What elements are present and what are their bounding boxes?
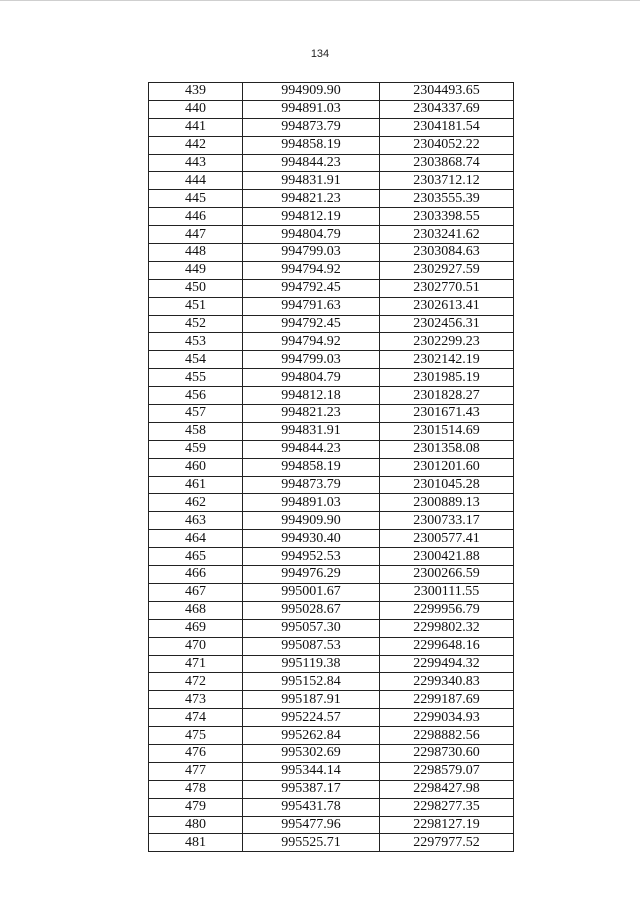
point-id-cell: 454 bbox=[149, 351, 243, 369]
table-row bbox=[149, 566, 514, 584]
x-coordinate-cell: 994821.23 bbox=[243, 190, 380, 208]
y-coordinate-cell: 2304493.65 bbox=[380, 83, 514, 101]
x-coordinate-cell: 995224.57 bbox=[243, 709, 380, 727]
y-coordinate-cell: 2301358.08 bbox=[380, 440, 514, 458]
x-coordinate-cell: 995344.14 bbox=[243, 762, 380, 780]
x-coordinate-cell: 995525.71 bbox=[243, 834, 380, 852]
x-coordinate-cell: 994794.92 bbox=[243, 261, 380, 279]
y-coordinate-cell: 2297977.52 bbox=[380, 834, 514, 852]
y-coordinate-cell: 2301828.27 bbox=[380, 387, 514, 405]
x-coordinate-cell: 994812.19 bbox=[243, 208, 380, 226]
y-coordinate-cell: 2303084.63 bbox=[380, 244, 514, 262]
table-row bbox=[149, 798, 514, 816]
y-coordinate-cell: 2302613.41 bbox=[380, 297, 514, 315]
point-id-cell: 471 bbox=[149, 655, 243, 673]
point-id-cell: 479 bbox=[149, 798, 243, 816]
point-id-cell: 473 bbox=[149, 691, 243, 709]
y-coordinate-cell: 2300421.88 bbox=[380, 548, 514, 566]
point-id-cell: 463 bbox=[149, 512, 243, 530]
y-coordinate-cell: 2301671.43 bbox=[380, 405, 514, 423]
table-row bbox=[149, 351, 514, 369]
point-id-cell: 459 bbox=[149, 440, 243, 458]
y-coordinate-cell: 2298882.56 bbox=[380, 727, 514, 745]
coordinates-table-body bbox=[149, 83, 514, 852]
x-coordinate-cell: 994799.03 bbox=[243, 244, 380, 262]
table-row bbox=[149, 583, 514, 601]
x-coordinate-cell: 994804.79 bbox=[243, 369, 380, 387]
table-row bbox=[149, 727, 514, 745]
table-row bbox=[149, 190, 514, 208]
point-id-cell: 441 bbox=[149, 118, 243, 136]
point-id-cell: 450 bbox=[149, 279, 243, 297]
y-coordinate-cell: 2302927.59 bbox=[380, 261, 514, 279]
point-id-cell: 440 bbox=[149, 100, 243, 118]
table-row bbox=[149, 709, 514, 727]
y-coordinate-cell: 2300577.41 bbox=[380, 530, 514, 548]
table-row bbox=[149, 744, 514, 762]
table-row bbox=[149, 494, 514, 512]
point-id-cell: 476 bbox=[149, 744, 243, 762]
y-coordinate-cell: 2299340.83 bbox=[380, 673, 514, 691]
y-coordinate-cell: 2302299.23 bbox=[380, 333, 514, 351]
table-row bbox=[149, 655, 514, 673]
y-coordinate-cell: 2304181.54 bbox=[380, 118, 514, 136]
x-coordinate-cell: 994821.23 bbox=[243, 405, 380, 423]
x-coordinate-cell: 994804.79 bbox=[243, 226, 380, 244]
y-coordinate-cell: 2302456.31 bbox=[380, 315, 514, 333]
table-row bbox=[149, 673, 514, 691]
y-coordinate-cell: 2299956.79 bbox=[380, 601, 514, 619]
y-coordinate-cell: 2300733.17 bbox=[380, 512, 514, 530]
y-coordinate-cell: 2303712.12 bbox=[380, 172, 514, 190]
y-coordinate-cell: 2300266.59 bbox=[380, 566, 514, 584]
x-coordinate-cell: 994831.91 bbox=[243, 422, 380, 440]
table-row bbox=[149, 691, 514, 709]
point-id-cell: 458 bbox=[149, 422, 243, 440]
point-id-cell: 439 bbox=[149, 83, 243, 101]
table-row bbox=[149, 226, 514, 244]
point-id-cell: 446 bbox=[149, 208, 243, 226]
x-coordinate-cell: 994794.92 bbox=[243, 333, 380, 351]
x-coordinate-cell: 994844.23 bbox=[243, 440, 380, 458]
table-row bbox=[149, 100, 514, 118]
x-coordinate-cell: 994976.29 bbox=[243, 566, 380, 584]
table-row bbox=[149, 83, 514, 101]
point-id-cell: 456 bbox=[149, 387, 243, 405]
table-row bbox=[149, 530, 514, 548]
table-row bbox=[149, 405, 514, 423]
point-id-cell: 449 bbox=[149, 261, 243, 279]
x-coordinate-cell: 994799.03 bbox=[243, 351, 380, 369]
point-id-cell: 445 bbox=[149, 190, 243, 208]
y-coordinate-cell: 2303398.55 bbox=[380, 208, 514, 226]
x-coordinate-cell: 994930.40 bbox=[243, 530, 380, 548]
x-coordinate-cell: 994858.19 bbox=[243, 458, 380, 476]
page-number: 134 bbox=[310, 48, 330, 60]
x-coordinate-cell: 994891.03 bbox=[243, 100, 380, 118]
x-coordinate-cell: 994844.23 bbox=[243, 154, 380, 172]
x-coordinate-cell: 994792.45 bbox=[243, 315, 380, 333]
y-coordinate-cell: 2300111.55 bbox=[380, 583, 514, 601]
y-coordinate-cell: 2302770.51 bbox=[380, 279, 514, 297]
point-id-cell: 466 bbox=[149, 566, 243, 584]
x-coordinate-cell: 995087.53 bbox=[243, 637, 380, 655]
point-id-cell: 457 bbox=[149, 405, 243, 423]
table-row bbox=[149, 261, 514, 279]
y-coordinate-cell: 2298579.07 bbox=[380, 762, 514, 780]
y-coordinate-cell: 2302142.19 bbox=[380, 351, 514, 369]
x-coordinate-cell: 994909.90 bbox=[243, 512, 380, 530]
point-id-cell: 452 bbox=[149, 315, 243, 333]
x-coordinate-cell: 995262.84 bbox=[243, 727, 380, 745]
point-id-cell: 464 bbox=[149, 530, 243, 548]
table-row bbox=[149, 333, 514, 351]
point-id-cell: 481 bbox=[149, 834, 243, 852]
point-id-cell: 468 bbox=[149, 601, 243, 619]
y-coordinate-cell: 2298730.60 bbox=[380, 744, 514, 762]
table-row bbox=[149, 816, 514, 834]
point-id-cell: 478 bbox=[149, 780, 243, 798]
y-coordinate-cell: 2301514.69 bbox=[380, 422, 514, 440]
table-row bbox=[149, 387, 514, 405]
y-coordinate-cell: 2301045.28 bbox=[380, 476, 514, 494]
y-coordinate-cell: 2303868.74 bbox=[380, 154, 514, 172]
table-row bbox=[149, 118, 514, 136]
point-id-cell: 462 bbox=[149, 494, 243, 512]
table-row bbox=[149, 512, 514, 530]
table-row bbox=[149, 369, 514, 387]
point-id-cell: 460 bbox=[149, 458, 243, 476]
x-coordinate-cell: 994873.79 bbox=[243, 118, 380, 136]
x-coordinate-cell: 995028.67 bbox=[243, 601, 380, 619]
coordinates-table bbox=[148, 82, 514, 852]
table-row bbox=[149, 244, 514, 262]
table-row bbox=[149, 762, 514, 780]
y-coordinate-cell: 2299187.69 bbox=[380, 691, 514, 709]
point-id-cell: 475 bbox=[149, 727, 243, 745]
x-coordinate-cell: 994831.91 bbox=[243, 172, 380, 190]
table-row bbox=[149, 279, 514, 297]
y-coordinate-cell: 2299648.16 bbox=[380, 637, 514, 655]
point-id-cell: 447 bbox=[149, 226, 243, 244]
point-id-cell: 470 bbox=[149, 637, 243, 655]
table-row bbox=[149, 422, 514, 440]
table-row bbox=[149, 458, 514, 476]
table-row bbox=[149, 834, 514, 852]
table-row bbox=[149, 297, 514, 315]
y-coordinate-cell: 2298127.19 bbox=[380, 816, 514, 834]
x-coordinate-cell: 994952.53 bbox=[243, 548, 380, 566]
x-coordinate-cell: 995302.69 bbox=[243, 744, 380, 762]
y-coordinate-cell: 2303241.62 bbox=[380, 226, 514, 244]
point-id-cell: 455 bbox=[149, 369, 243, 387]
x-coordinate-cell: 995431.78 bbox=[243, 798, 380, 816]
point-id-cell: 467 bbox=[149, 583, 243, 601]
x-coordinate-cell: 994858.19 bbox=[243, 136, 380, 154]
scan-top-edge bbox=[0, 0, 640, 1]
y-coordinate-cell: 2304052.22 bbox=[380, 136, 514, 154]
y-coordinate-cell: 2300889.13 bbox=[380, 494, 514, 512]
x-coordinate-cell: 994873.79 bbox=[243, 476, 380, 494]
point-id-cell: 453 bbox=[149, 333, 243, 351]
x-coordinate-cell: 995119.38 bbox=[243, 655, 380, 673]
x-coordinate-cell: 995001.67 bbox=[243, 583, 380, 601]
y-coordinate-cell: 2304337.69 bbox=[380, 100, 514, 118]
y-coordinate-cell: 2298427.98 bbox=[380, 780, 514, 798]
table-row bbox=[149, 208, 514, 226]
point-id-cell: 451 bbox=[149, 297, 243, 315]
table-row bbox=[149, 601, 514, 619]
x-coordinate-cell: 994891.03 bbox=[243, 494, 380, 512]
x-coordinate-cell: 995187.91 bbox=[243, 691, 380, 709]
point-id-cell: 480 bbox=[149, 816, 243, 834]
point-id-cell: 461 bbox=[149, 476, 243, 494]
x-coordinate-cell: 994909.90 bbox=[243, 83, 380, 101]
table-row bbox=[149, 315, 514, 333]
y-coordinate-cell: 2299802.32 bbox=[380, 619, 514, 637]
x-coordinate-cell: 994791.63 bbox=[243, 297, 380, 315]
table-row bbox=[149, 172, 514, 190]
point-id-cell: 442 bbox=[149, 136, 243, 154]
x-coordinate-cell: 995152.84 bbox=[243, 673, 380, 691]
y-coordinate-cell: 2299034.93 bbox=[380, 709, 514, 727]
point-id-cell: 469 bbox=[149, 619, 243, 637]
point-id-cell: 477 bbox=[149, 762, 243, 780]
table-row bbox=[149, 619, 514, 637]
y-coordinate-cell: 2303555.39 bbox=[380, 190, 514, 208]
x-coordinate-cell: 995057.30 bbox=[243, 619, 380, 637]
table-row bbox=[149, 780, 514, 798]
point-id-cell: 474 bbox=[149, 709, 243, 727]
point-id-cell: 465 bbox=[149, 548, 243, 566]
point-id-cell: 444 bbox=[149, 172, 243, 190]
table-row bbox=[149, 548, 514, 566]
y-coordinate-cell: 2299494.32 bbox=[380, 655, 514, 673]
point-id-cell: 448 bbox=[149, 244, 243, 262]
point-id-cell: 472 bbox=[149, 673, 243, 691]
y-coordinate-cell: 2301201.60 bbox=[380, 458, 514, 476]
point-id-cell: 443 bbox=[149, 154, 243, 172]
table-row bbox=[149, 440, 514, 458]
table-row bbox=[149, 136, 514, 154]
table-row bbox=[149, 154, 514, 172]
y-coordinate-cell: 2301985.19 bbox=[380, 369, 514, 387]
x-coordinate-cell: 995477.96 bbox=[243, 816, 380, 834]
y-coordinate-cell: 2298277.35 bbox=[380, 798, 514, 816]
table-row bbox=[149, 476, 514, 494]
x-coordinate-cell: 995387.17 bbox=[243, 780, 380, 798]
x-coordinate-cell: 994812.18 bbox=[243, 387, 380, 405]
table-row bbox=[149, 637, 514, 655]
x-coordinate-cell: 994792.45 bbox=[243, 279, 380, 297]
